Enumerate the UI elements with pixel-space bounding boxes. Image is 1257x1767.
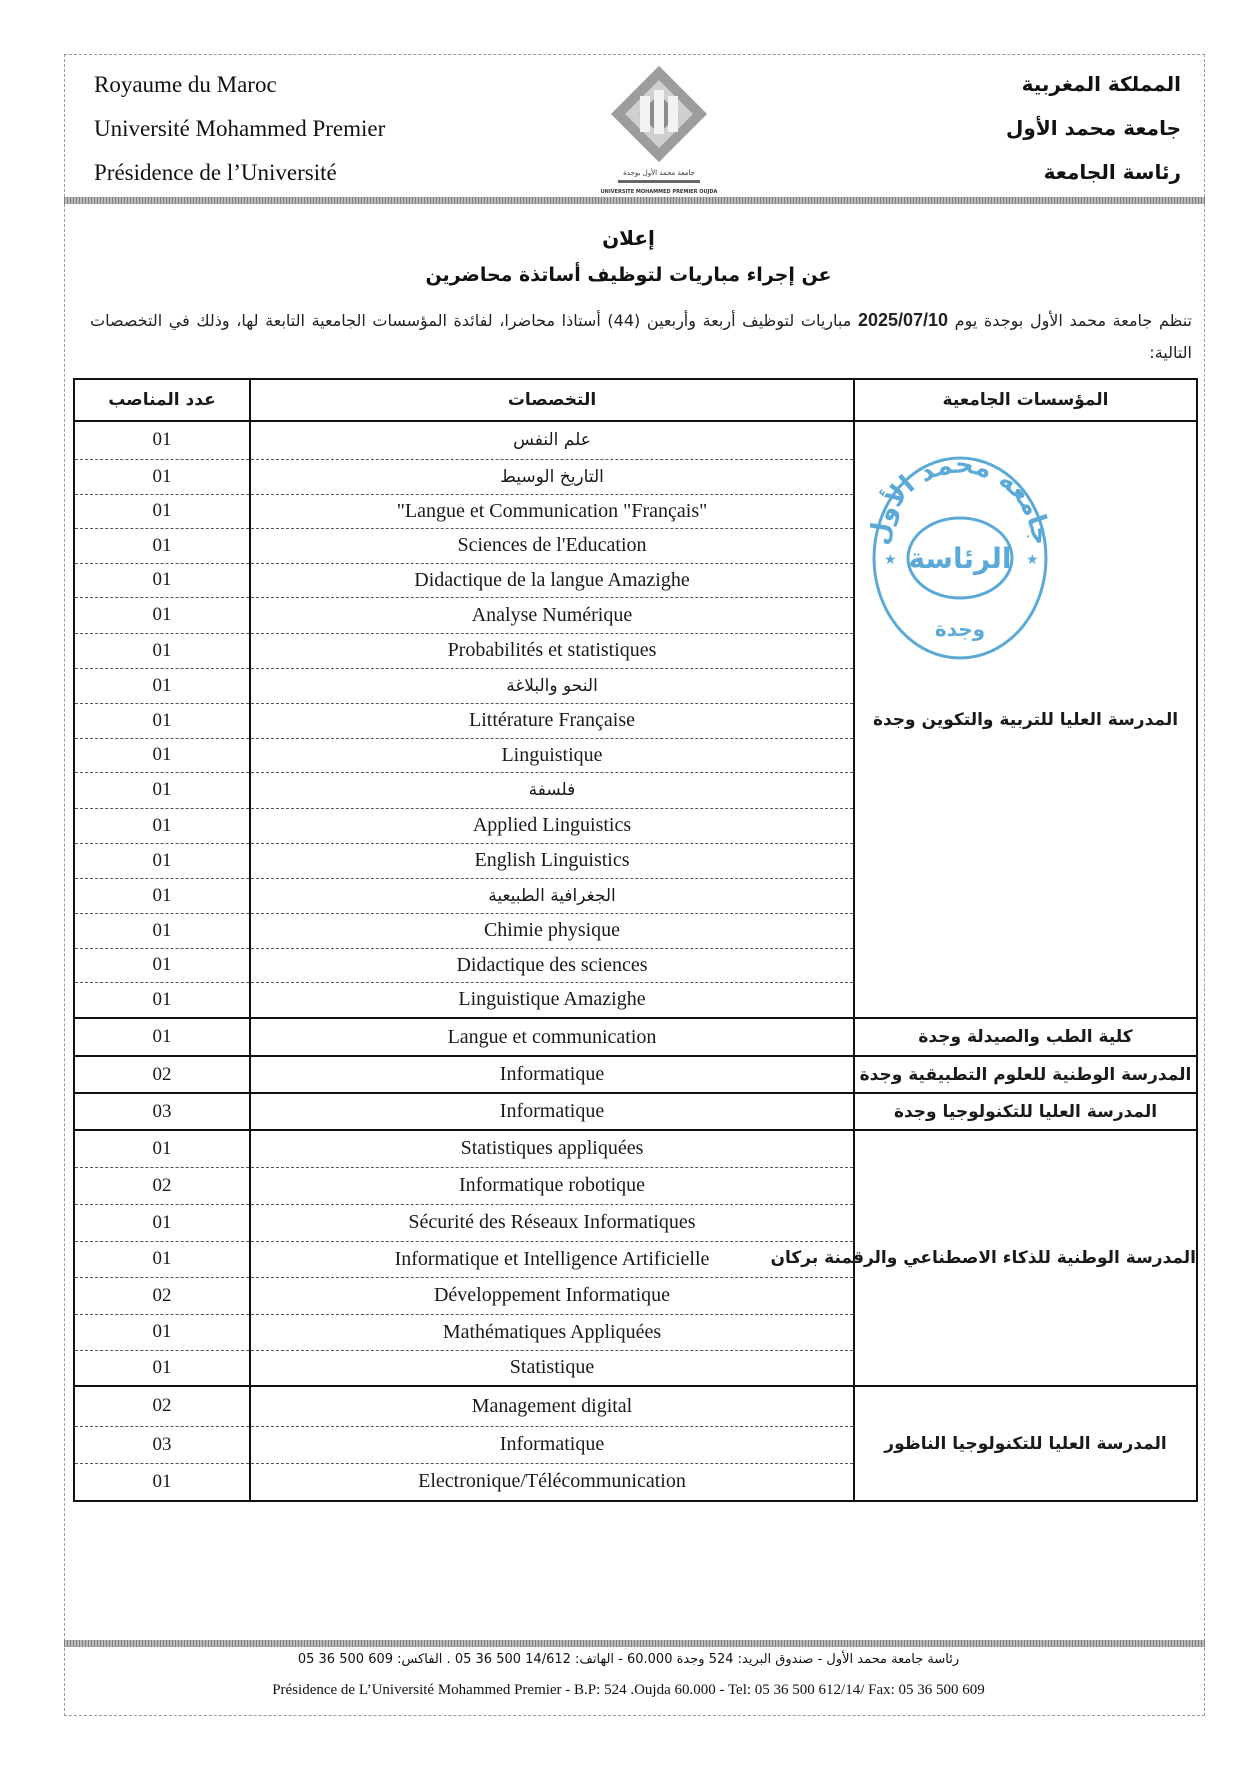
presidency-stamp	[866, 440, 1054, 670]
specialty-cell: Applied Linguistics	[250, 808, 854, 843]
post-count: 01	[74, 459, 250, 494]
specialty-cell: Electronique/Télécommunication	[250, 1463, 854, 1501]
post-count: 01	[74, 597, 250, 633]
specialty-cell: Informatique	[250, 1056, 854, 1093]
institution-cell: المدرسة العليا للتكنولوجيا الناظور	[854, 1386, 1197, 1501]
announcement-title: إعلان	[602, 226, 655, 250]
specialty-cell: Linguistique	[250, 738, 854, 772]
university-logo	[600, 66, 718, 196]
stamp-star-left: ★	[884, 552, 897, 568]
post-count: 01	[74, 948, 250, 982]
logo-caption-ar: جامعة محمد الأول بوجدة	[623, 169, 695, 177]
specialty-cell: Probabilités et statistiques	[250, 633, 854, 668]
institution-cell: المدرسة العليا للتربية والتكوين وجدة	[854, 421, 1197, 1018]
specialty-cell: النحو والبلاغة	[250, 668, 854, 703]
footer-ar-line: رئاسة جامعة محمد الأول - صندوق البريد: 524 وجدة 60.000 - الهاتف: 14/612 500 36 05 . الفاكس: 609 500 36 05	[297, 1652, 960, 1667]
specialty-cell: فلسفة	[250, 772, 854, 808]
header-ar-line1: المملكة المغربية	[1021, 72, 1181, 96]
specialty-cell: Statistique	[250, 1350, 854, 1386]
specialty-cell: Management digital	[250, 1386, 854, 1426]
post-count: 01	[74, 494, 250, 528]
post-count: 01	[74, 703, 250, 738]
post-count: 03	[74, 1093, 250, 1130]
post-count: 01	[74, 563, 250, 597]
header-institutions: المؤسسات الجامعية	[854, 379, 1197, 421]
header-count: عدد المناصب	[74, 379, 250, 421]
header-ar-line2: جامعة محمد الأول	[1006, 116, 1181, 140]
specialty-cell: الجغرافية الطبيعية	[250, 878, 854, 913]
specialty-cell: Chimie physique	[250, 913, 854, 948]
post-count: 01	[74, 421, 250, 459]
post-count: 01	[74, 668, 250, 703]
specialty-cell: Informatique robotique	[250, 1167, 854, 1204]
post-count: 02	[74, 1277, 250, 1314]
header-divider	[64, 197, 1205, 204]
specialty-cell: التاريخ الوسيط	[250, 459, 854, 494]
post-count: 01	[74, 1204, 250, 1241]
header-fr-line2: Université Mohammed Premier	[94, 116, 386, 141]
specialty-cell: Didactique de la langue Amazighe	[250, 563, 854, 597]
table-row	[74, 1386, 1197, 1426]
specialty-cell: Analyse Numérique	[250, 597, 854, 633]
intro-paragraph	[90, 304, 1192, 369]
post-count: 01	[74, 633, 250, 668]
specialty-cell: English Linguistics	[250, 843, 854, 878]
post-count: 01	[74, 843, 250, 878]
footer-fr-line: Présidence de L’Université Mohammed Premier - B.P: 524 .Oujda 60.000 - Tel: 05 36 500 612/14/ Fax: 05 36 500 609	[272, 1682, 985, 1698]
stamp-ring-text: جامعة محمد الأول	[866, 449, 1054, 547]
institution-cell: المدرسة الوطنية للذكاء الاصطناعي والرقمنة بركان	[854, 1130, 1197, 1386]
institution-cell: المدرسة الوطنية للعلوم التطبيقية وجدة	[854, 1056, 1197, 1093]
stamp-bottom-text: وجدة	[934, 617, 986, 641]
specialty-cell: Développement Informatique	[250, 1277, 854, 1314]
announcement-subtitle: عن إجراء مباريات لتوظيف أساتذة محاضرين	[425, 264, 832, 286]
intro-part2: مباريات لتوظيف أربعة وأربعين (44) أستاذا محاضرا، لفائدة المؤسسات الجامعية التابعة لها، وذلك في التخصصات التالية:	[90, 311, 1192, 362]
specialty-cell: Mathématiques Appliquées	[250, 1314, 854, 1350]
specialty-cell: Langue et communication	[250, 1018, 854, 1056]
post-count: 02	[74, 1386, 250, 1426]
post-count: 01	[74, 738, 250, 772]
post-count: 03	[74, 1426, 250, 1463]
header-fr-line3: Présidence de l’Université	[94, 160, 337, 185]
footer-divider	[64, 1640, 1205, 1647]
post-count: 01	[74, 1463, 250, 1501]
intro-date: 2025/07/10	[857, 310, 949, 330]
table-row	[74, 1130, 1197, 1167]
post-count: 01	[74, 528, 250, 563]
institution-cell: المدرسة العليا للتكنولوجيا وجدة	[854, 1093, 1197, 1130]
specialty-cell: "Langue et Communication "Français"	[250, 494, 854, 528]
header-ar-line3: رئاسة الجامعة	[1043, 160, 1181, 184]
stamp-center-text: الرئاسة	[908, 542, 1012, 575]
header-specialties: التخصصات	[250, 379, 854, 421]
specialty-cell: Sciences de l'Education	[250, 528, 854, 563]
header-fr-line1: Royaume du Maroc	[94, 72, 277, 97]
post-count: 01	[74, 1018, 250, 1056]
post-count: 01	[74, 772, 250, 808]
specialty-cell: Didactique des sciences	[250, 948, 854, 982]
post-count: 01	[74, 913, 250, 948]
table-header-row	[74, 379, 1197, 421]
post-count: 01	[74, 1314, 250, 1350]
specialty-cell: علم النفس	[250, 421, 854, 459]
svg-text:جامعة محمد الأول	[866, 450, 1054, 547]
table-row	[74, 1018, 1197, 1056]
institution-cell: كلية الطب والصيدلة وجدة	[854, 1018, 1197, 1056]
specialty-cell: Informatique	[250, 1426, 854, 1463]
table-row	[74, 1056, 1197, 1093]
post-count: 01	[74, 1130, 250, 1167]
post-count: 01	[74, 1241, 250, 1277]
post-count: 01	[74, 982, 250, 1018]
specialty-cell: Informatique	[250, 1093, 854, 1130]
post-count: 02	[74, 1056, 250, 1093]
logo-caption-fr: UNIVERSITE MOHAMMED PREMIER OUJDA	[600, 189, 718, 195]
specialty-cell: Linguistique Amazighe	[250, 982, 854, 1018]
specialty-cell: Informatique et Intelligence Artificielle	[250, 1241, 854, 1277]
stamp-star-right: ★	[1026, 552, 1039, 568]
post-count: 01	[74, 1350, 250, 1386]
table-row	[74, 1093, 1197, 1130]
post-count: 02	[74, 1167, 250, 1204]
intro-part1: تنظم جامعة محمد الأول بوجدة يوم	[954, 311, 1193, 330]
specialty-cell: Sécurité des Réseaux Informatiques	[250, 1204, 854, 1241]
post-count: 01	[74, 878, 250, 913]
specialty-cell: Littérature Française	[250, 703, 854, 738]
post-count: 01	[74, 808, 250, 843]
specialty-cell: Statistiques appliquées	[250, 1130, 854, 1167]
